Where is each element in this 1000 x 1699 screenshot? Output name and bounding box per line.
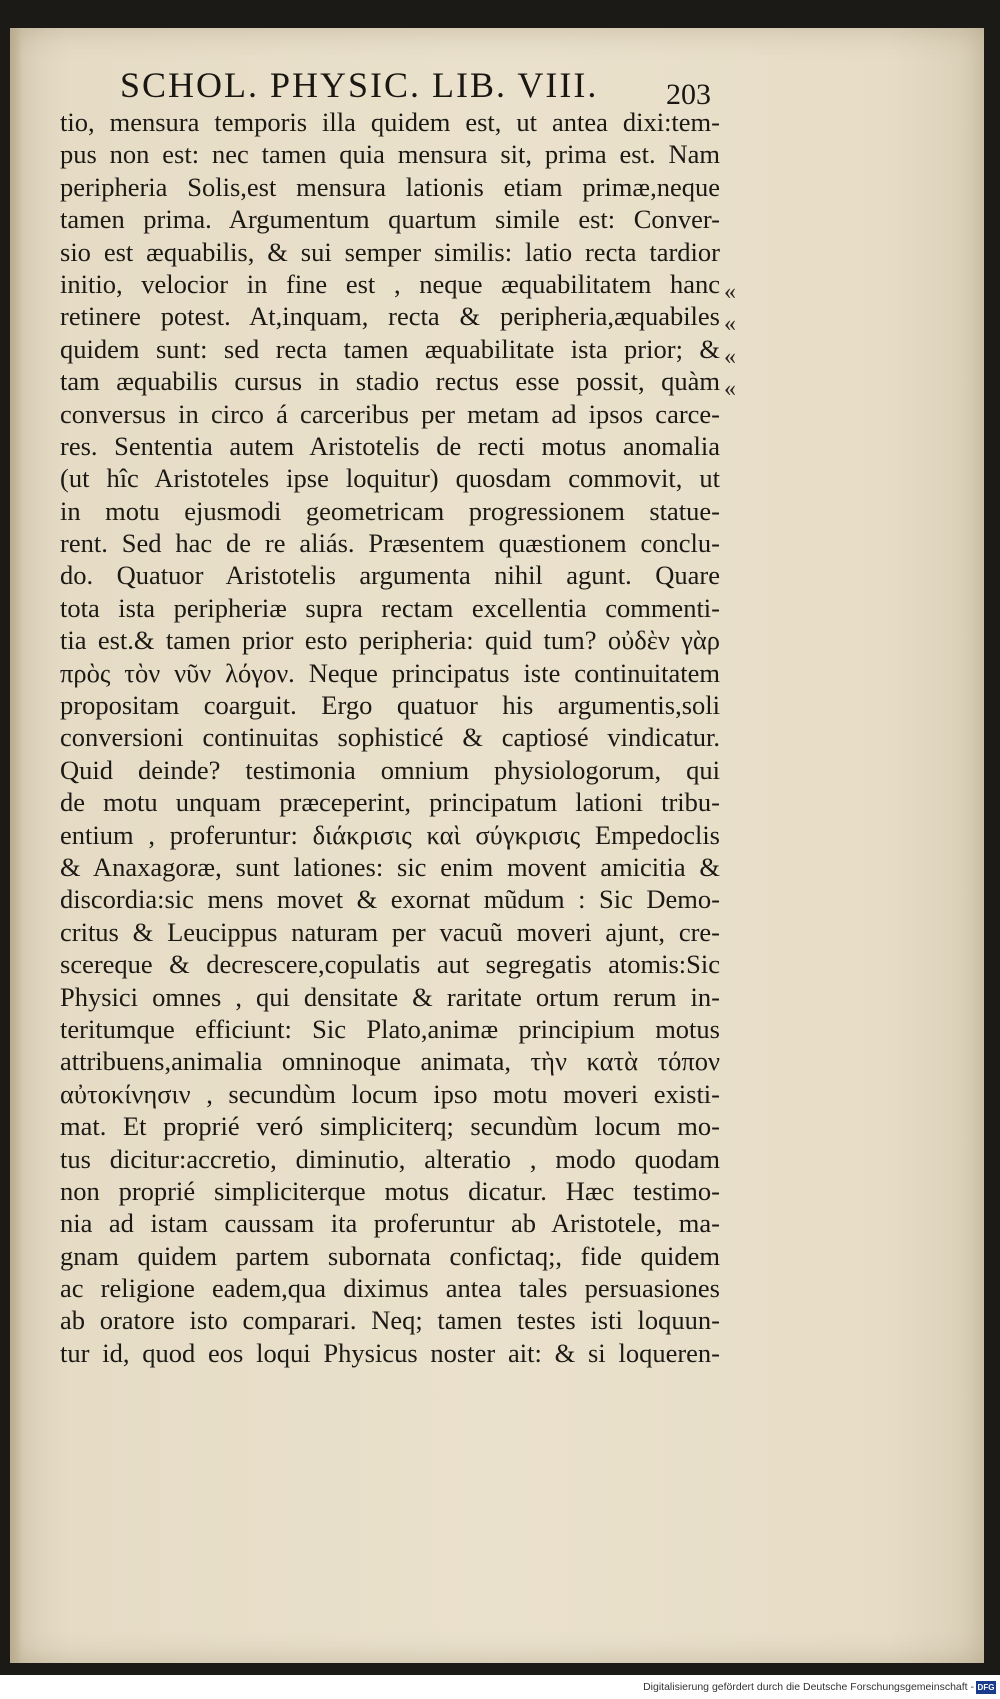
text-line: sio est æquabilis, & sui semper similis: latio recta tardior bbox=[60, 236, 720, 267]
text-line: de motu unquam præceperint, principatum lationi tribu- bbox=[60, 787, 720, 818]
body-text bbox=[60, 106, 720, 1369]
text-line: conversioni continuitas sophisticé & captiosé vindicatur. bbox=[60, 722, 720, 753]
text-line: tur id, quod eos loqui Physicus noster ait: & si loqueren- bbox=[60, 1337, 720, 1368]
text-line: peripheria Solis,est mensura lationis etiam primæ,neque bbox=[60, 171, 720, 202]
text-line: teritumque efficiunt: Sic Plato,animæ principium motus bbox=[60, 1013, 720, 1044]
text-line: retinere potest. At,inquam, recta & peripheria,æquabiles bbox=[60, 301, 720, 332]
text-line: tio, mensura temporis illa quidem est, ut antea dixi:tem- bbox=[60, 107, 720, 137]
text-line: ab oratore isto comparari. Neq; tamen testes isti loquun- bbox=[60, 1305, 720, 1336]
text-line: in motu ejusmodi geometricam progressionem statue- bbox=[60, 495, 720, 526]
running-head: SCHOL. PHYSIC. LIB. VIII. bbox=[120, 65, 599, 105]
text-line: attribuens,animalia omninoque animata, τὴν κατὰ τόπον bbox=[60, 1046, 720, 1077]
text-line: αὐτοκίνησιν , secundùm locum ipso motu moveri existi- bbox=[60, 1078, 720, 1109]
footer-bar bbox=[0, 1678, 1000, 1699]
text-line: initio, velocior in fine est , neque æquabilitatem hanc bbox=[60, 268, 720, 299]
text-line: nia ad istam caussam ita proferuntur ab Aristotele, ma- bbox=[60, 1208, 720, 1239]
text-line: scereque & decrescere,copulatis aut segregatis atomis:Sic bbox=[60, 949, 720, 980]
text-line: Physici omnes , qui densitate & raritate ortum rerum in- bbox=[60, 981, 720, 1012]
quotation-mark: « bbox=[724, 343, 736, 370]
text-line: tus dicitur:accretio, diminutio, alteratio , modo quodam bbox=[60, 1143, 720, 1174]
text-line: tamen prima. Argumentum quartum simile est: Conver- bbox=[60, 204, 720, 235]
dfg-logo: DFG bbox=[977, 1683, 995, 1692]
quotation-mark: « bbox=[724, 376, 736, 403]
text-line: entium , proferuntur: διάκρισις καὶ σύγκρισις Empedoclis bbox=[60, 819, 720, 850]
text-line: (ut hîc Aristoteles ipse loquitur) quosdam commovit, ut bbox=[60, 463, 720, 494]
text-line: tam æquabilis cursus in stadio rectus esse possit, quàm bbox=[60, 366, 720, 397]
funding-credit: Digitalisierung gefördert durch die Deutsche Forschungsgemeinschaft - bbox=[643, 1681, 974, 1693]
text-line: pus non est: nec tamen quia mensura sit, prima est. Nam bbox=[60, 139, 720, 170]
text-line: mat. Et proprié veró simpliciterq; secundùm locum mo- bbox=[60, 1111, 720, 1142]
text-line: & Anaxagoræ, sunt lationes: sic enim movent amicitia & bbox=[60, 851, 720, 882]
text-line: gnam quidem partem subornata confictaq;, fide quidem bbox=[60, 1240, 720, 1271]
text-line: rent. Sed hac de re aliás. Præsentem quæstionem conclu- bbox=[60, 528, 720, 559]
text-line: πρὸς τὸν νῦν λόγον. Neque principatus iste continuitatem bbox=[60, 657, 720, 688]
text-line: res. Sententia autem Aristotelis de recti motus anomalia bbox=[60, 430, 720, 461]
page-gutter-shadow bbox=[10, 28, 22, 1663]
text-line: tia est.& tamen prior esto peripheria: quid tum? οὐδὲν γὰρ bbox=[60, 625, 720, 656]
text-line: critus & Leucippus naturam per vacuũ moveri ajunt, cre- bbox=[60, 916, 720, 947]
text-line: Quid deinde? testimonia omnium physiologorum, qui bbox=[60, 754, 720, 785]
quotation-mark: « bbox=[724, 279, 736, 305]
text-line: propositam coarguit. Ergo quatuor his argumentis,soli bbox=[60, 690, 720, 721]
text-line: quidem sunt: sed recta tamen æquabilitate ista prior; & bbox=[60, 333, 720, 364]
quotation-mark: « bbox=[724, 311, 736, 338]
text-line: tota ista peripheriæ supra rectam excellentia commenti- bbox=[60, 592, 720, 623]
margin-quotation-marks bbox=[724, 276, 754, 406]
text-line: do. Quatuor Aristotelis argumenta nihil agunt. Quare bbox=[60, 560, 720, 591]
text-line: ac religione eadem,qua diximus antea tales persuasiones bbox=[60, 1273, 720, 1304]
text-line: discordia:sic mens movet & exornat mũdum : Sic Demo- bbox=[60, 884, 720, 915]
text-line: non proprié simpliciterque motus dicatur. Hæc testimo- bbox=[60, 1175, 720, 1206]
text-line: conversus in circo á carceribus per metam ad ipsos carce- bbox=[60, 398, 720, 429]
page-number: 203 bbox=[666, 78, 711, 111]
